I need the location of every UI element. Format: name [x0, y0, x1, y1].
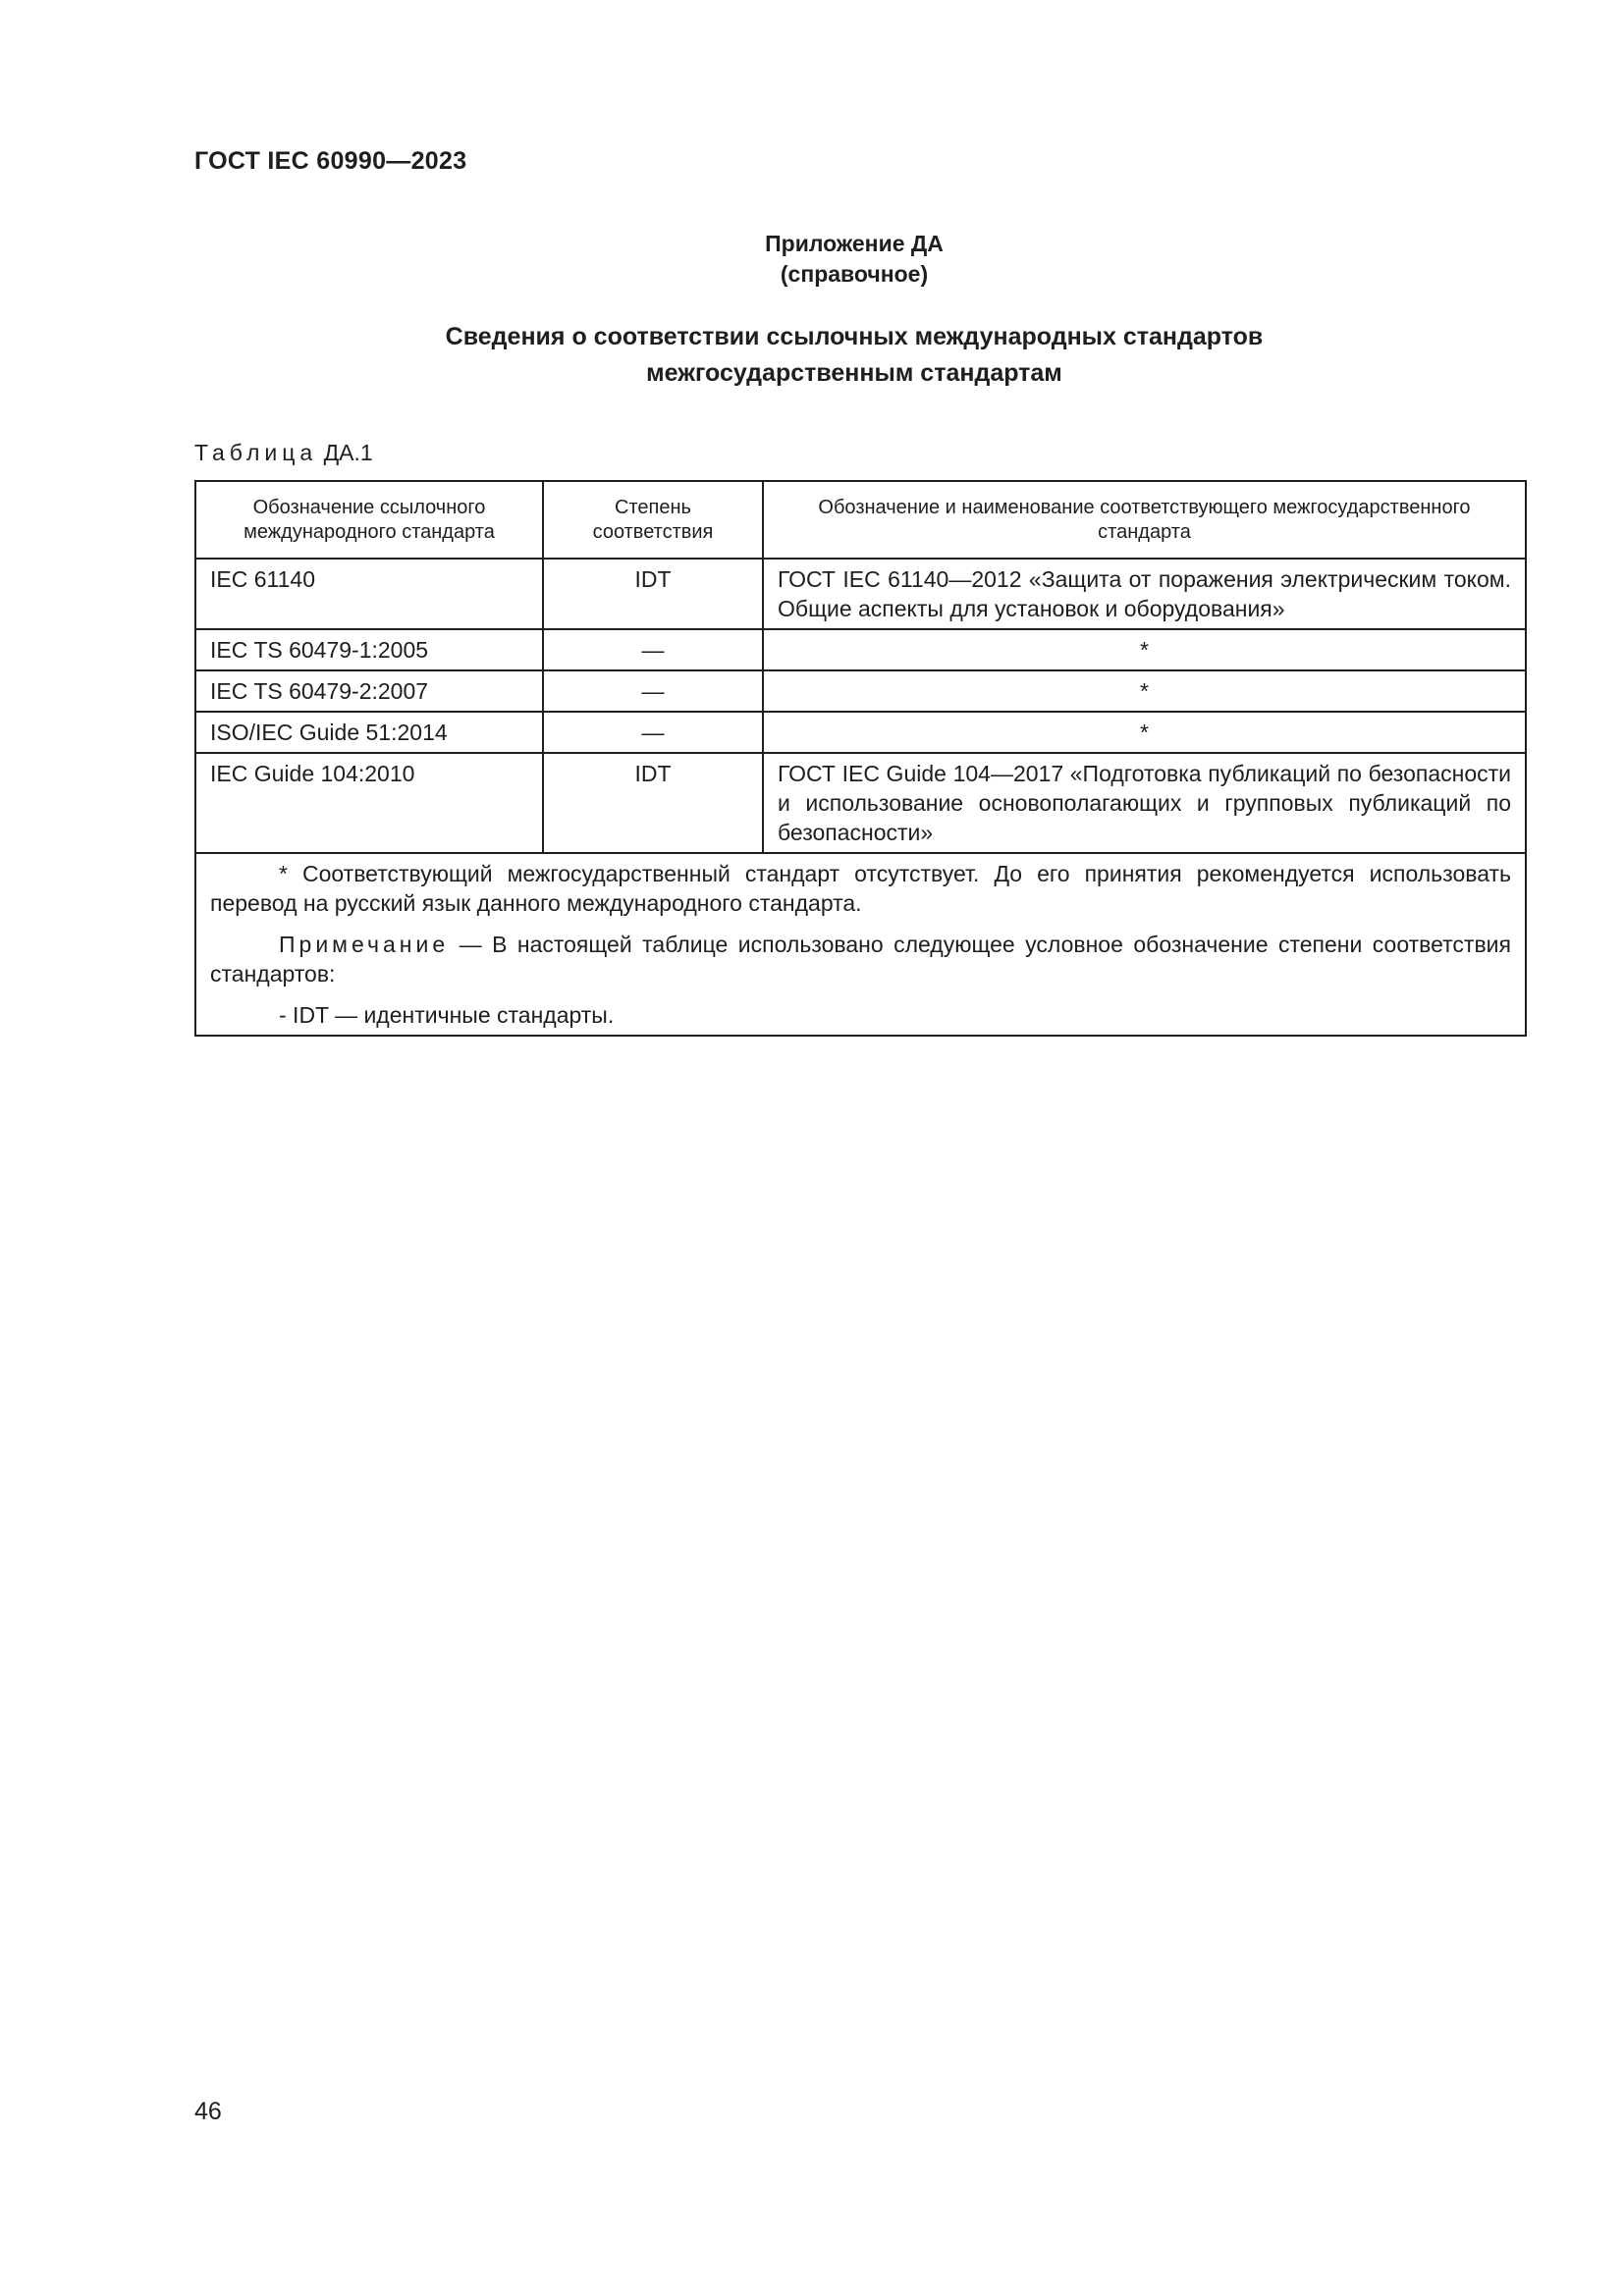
section-title [0, 319, 1624, 392]
table-row [195, 753, 1526, 853]
table-caption-word: Таблица [194, 440, 318, 465]
cell-ref: IEC TS 60479-1:2005 [195, 629, 543, 670]
header-interstate-standard: Обозначение и наименование соответствующего межгосударственного стандарта [763, 481, 1526, 559]
cell-ref: IEC TS 60479-2:2007 [195, 670, 543, 712]
document-header: ГОСТ IEC 60990—2023 [194, 147, 467, 175]
table-note [210, 930, 1511, 988]
cell-degree: — [543, 670, 763, 712]
cell-ref: IEC Guide 104:2010 [195, 753, 543, 853]
section-title-line2: межгосударственным стандартам [646, 359, 1062, 387]
table-row [195, 670, 1526, 712]
table-notes [195, 853, 1526, 1036]
appendix-kind: (справочное) [780, 261, 929, 287]
header-ref-standard: Обозначение ссылочного международного стандарта [195, 481, 543, 559]
cell-degree: IDT [543, 753, 763, 853]
cell-degree: IDT [543, 559, 763, 629]
note-text: — В настоящей таблице использовано следующее условное обозначение степени соответствия стандартов: [210, 932, 1511, 987]
cell-ref: IEC 61140 [195, 559, 543, 629]
section-title-line1: Сведения о соответствии ссылочных международных стандартов [445, 323, 1264, 350]
table-caption [194, 439, 373, 466]
cell-name: * [763, 670, 1526, 712]
cell-name: ГОСТ IEC Guide 104—2017 «Подготовка публикаций по безопасности и использование основополагающих и групповых публикаций по безопасности» [763, 753, 1526, 853]
note-label: Примечание [279, 932, 450, 957]
table-row [195, 712, 1526, 753]
header-degree: Степень соответствия [543, 481, 763, 559]
cell-name: * [763, 629, 1526, 670]
cell-ref: ISO/IEC Guide 51:2014 [195, 712, 543, 753]
table-header-row [195, 481, 1526, 559]
table-notes-row [195, 853, 1526, 1036]
page-number: 46 [194, 2098, 222, 2125]
table-row [195, 559, 1526, 629]
note-item: - IDT — идентичные стандарты. [279, 1002, 615, 1028]
table-caption-number: ДА.1 [323, 440, 373, 465]
appendix-heading [0, 229, 1624, 290]
cell-degree: — [543, 712, 763, 753]
cell-degree: — [543, 629, 763, 670]
standards-table [194, 480, 1527, 1037]
cell-name: ГОСТ IEC 61140—2012 «Защита от поражения электрическим током. Общие аспекты для установок и оборудования» [763, 559, 1526, 629]
appendix-title: Приложение ДА [765, 231, 944, 256]
table-row [195, 629, 1526, 670]
table-footnote: * Соответствующий межгосударственный стандарт отсутствует. До его принятия рекомендуется использовать перевод на русский язык данного международного стандарта. [210, 861, 1511, 916]
cell-name: * [763, 712, 1526, 753]
